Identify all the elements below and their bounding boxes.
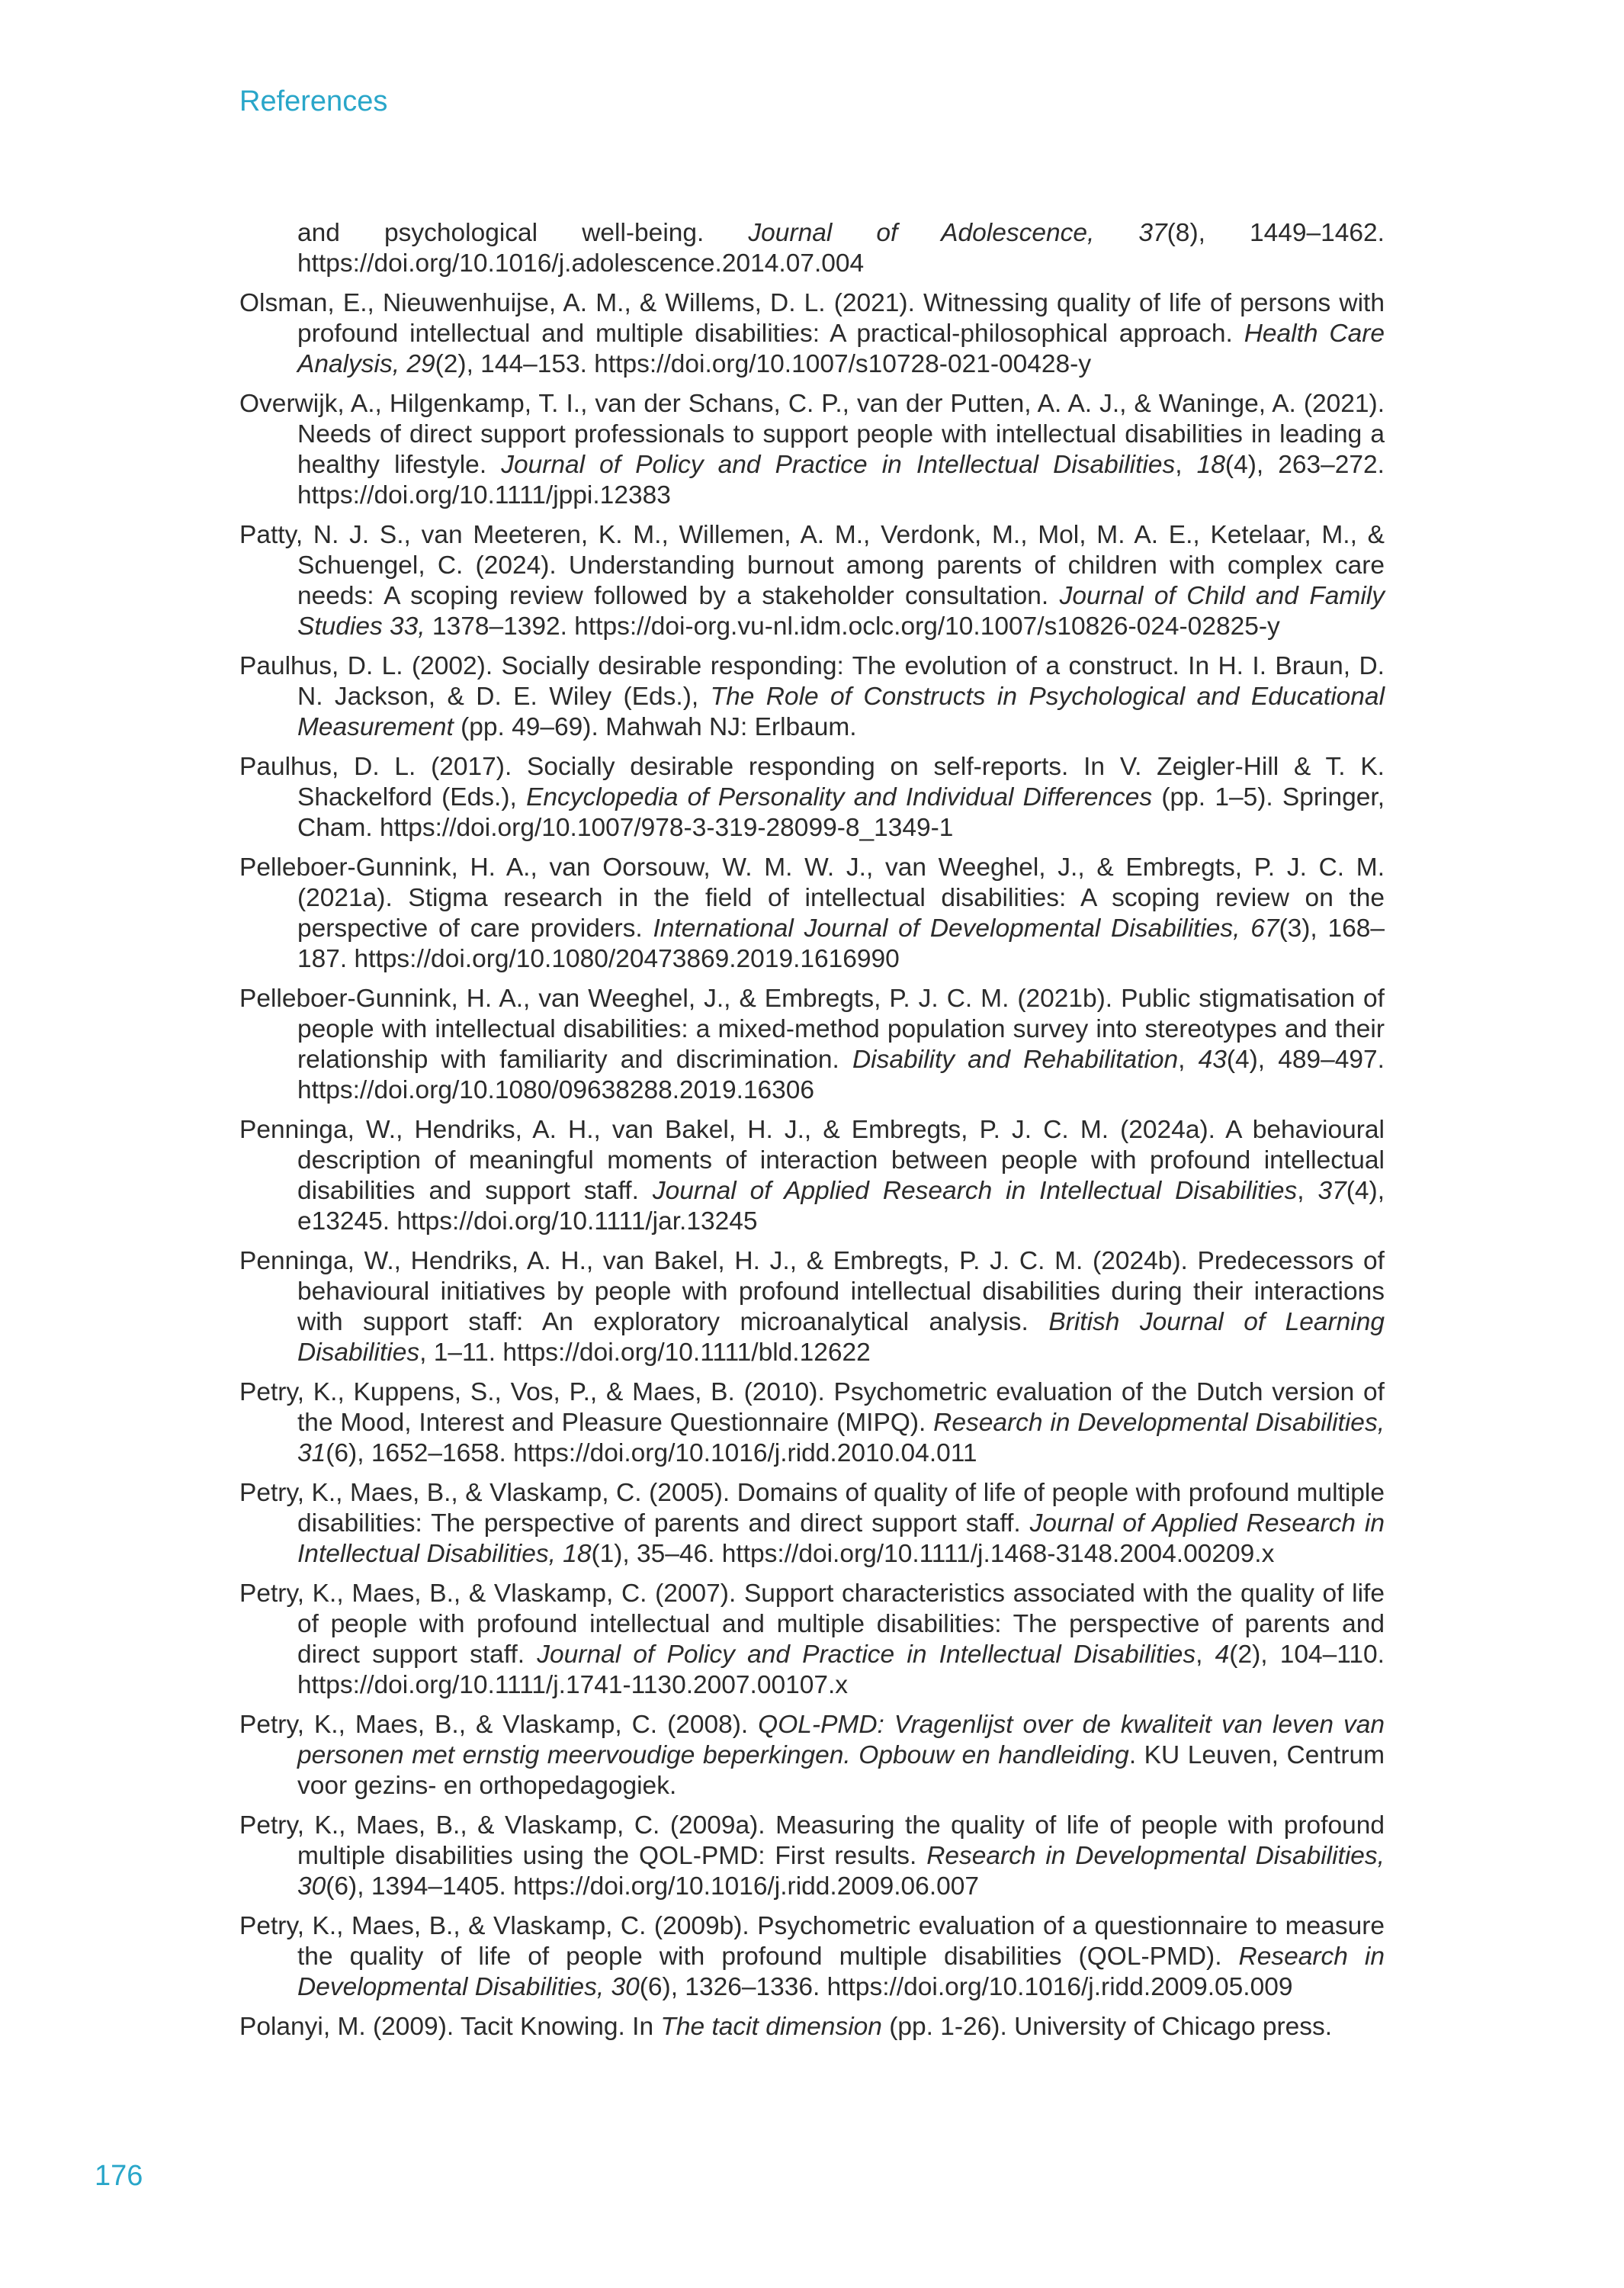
reference-text: Penninga, W., Hendriks, A. H., van Bakel, H. J., & Embregts, P. J. C. M. (2024a). A behavioural description of meaningful moments of interaction between people with profound intellectual disabilities and support staff. (239, 1116, 1385, 1205)
reference-text: (6), 1652–1658. https://doi.org/10.1016/j.ridd.2010.04.011 (326, 1439, 977, 1467)
reference-text: Polanyi, M. (2009). Tacit Knowing. In (239, 2013, 661, 2041)
reference-entry (239, 520, 1385, 642)
reference-text: (pp. 1-26). University of Chicago press. (881, 2013, 1333, 2041)
reference-entry (239, 1710, 1385, 1801)
running-header: References (239, 85, 388, 117)
reference-italic-text: Research in Developmental Disabilities, 30 (297, 1943, 1385, 2001)
reference-entry (239, 1811, 1385, 1902)
reference-italic-text: Research in Developmental Disabilities, 30 (297, 1842, 1385, 1901)
reference-entry (239, 651, 1385, 743)
reference-italic-text: Disability and Rehabilitation (852, 1046, 1179, 1074)
reference-text: Paulhus, D. L. (2002). Socially desirable responding: The evolution of a construct. In H. I. Braun, D. N. Jackson, & D. E. Wiley (Eds.), (239, 652, 1385, 711)
reference-italic-text: Journal of Policy and Practice in Intellectual Disabilities (501, 451, 1176, 479)
reference-text: Petry, K., Maes, B., & Vlaskamp, C. (2005). Domains of quality of life of people with profound multiple disabilities: The perspective of parents and direct support staff. (239, 1479, 1385, 1538)
reference-text: Petry, K., Maes, B., & Vlaskamp, C. (2007). Support characteristics associated with the quality of life of people with profound intellectual and multiple disabilities: The perspective of parents and direct support staff. (239, 1579, 1385, 1669)
reference-text: , (1178, 1046, 1199, 1074)
reference-italic-text: 43 (1198, 1046, 1227, 1074)
reference-italic-text: Journal of Adolescence, 37 (748, 219, 1167, 247)
reference-text: (2), 144–153. https://doi.org/10.1007/s10728-021-00428-y (435, 350, 1092, 378)
reference-text: , (1297, 1177, 1318, 1205)
reference-entry (239, 752, 1385, 844)
page-number: 176 (95, 2160, 143, 2192)
reference-text: (3), 168–187. https://doi.org/10.1080/20473869.2019.1616990 (297, 914, 1385, 973)
reference-text: , 1–11. https://doi.org/10.1111/bld.12622 (419, 1338, 871, 1367)
reference-text: and psychological well-being. (297, 219, 749, 247)
reference-entry (239, 1478, 1385, 1570)
reference-italic-text: The tacit dimension (660, 2013, 882, 2041)
reference-text: (6), 1326–1336. https://doi.org/10.1016/j.ridd.2009.05.009 (639, 1973, 1293, 2001)
reference-entry (239, 2012, 1385, 2042)
reference-italic-text: Journal of Applied Research in Intellectual Disabilities, 18 (297, 1509, 1385, 1568)
reference-entry (239, 1115, 1385, 1237)
reference-text: Penninga, W., Hendriks, A. H., van Bakel, H. J., & Embregts, P. J. C. M. (2024b). Predecessors of behavioural initiatives by people with profound intellectual disabilities during their interactions with support staff: An exploratory microanalytical analysis. (239, 1247, 1385, 1336)
reference-text: Pelleboer-Gunnink, H. A., van Oorsouw, W. M. W. J., van Weeghel, J., & Embregts, P. J. C. M. (2021a). Stigma research in the field of intellectual disabilities: A scoping review on the perspective of care providers. (239, 853, 1385, 943)
reference-italic-text: 4 (1215, 1640, 1230, 1669)
reference-text: Patty, N. J. S., van Meeteren, K. M., Willemen, A. M., Verdonk, M., Mol, M. A. E., Ketelaar, M., & Schuengel, C. (2024). Understanding burnout among parents of children with complex care needs: A scoping review followed by a stakeholder consultation. (239, 521, 1385, 610)
reference-text: (1), 35–46. https://doi.org/10.1111/j.1468-3148.2004.00209.x (591, 1540, 1275, 1568)
reference-italic-text: Encyclopedia of Personality and Individual Differences (526, 783, 1153, 811)
reference-entry (239, 984, 1385, 1106)
reference-text: . KU Leuven, Centrum voor gezins- en orthopedagogiek. (297, 1741, 1385, 1800)
reference-text: Petry, K., Maes, B., & Vlaskamp, C. (2009b). Psychometric evaluation of a questionnaire to measure the quality of life of people with profound multiple disabilities (QOL-PMD). (239, 1912, 1385, 1971)
reference-italic-text: The Role of Constructs in Psychological and Educational Measurement (297, 683, 1385, 741)
reference-text: (8), 1449–1462. https://doi.org/10.1016/j.adolescence.2014.07.004 (297, 219, 1385, 278)
reference-text: (6), 1394–1405. https://doi.org/10.1016/j.ridd.2009.06.007 (326, 1872, 980, 1901)
reference-list (239, 218, 1385, 2052)
reference-text: (pp. 1–5). Springer, Cham. https://doi.org/10.1007/978-3-319-28099-8_1349-1 (297, 783, 1385, 842)
reference-italic-text: Research in Developmental Disabilities, 31 (297, 1409, 1385, 1467)
reference-text: (pp. 49–69). Mahwah NJ: Erlbaum. (453, 713, 857, 741)
reference-text: , (1175, 451, 1197, 479)
reference-text: Olsman, E., Nieuwenhuijse, A. M., & Willems, D. L. (2021). Witnessing quality of life of persons with profound intellectual and multiple disabilities: A practical-philosophical approach. (239, 289, 1385, 348)
reference-text: Petry, K., Kuppens, S., Vos, P., & Maes, B. (2010). Psychometric evaluation of the Dutch version of the Mood, Interest and Pleasure Questionnaire (MIPQ). (239, 1378, 1385, 1437)
reference-italic-text: Health Care Analysis, 29 (297, 320, 1385, 378)
reference-text: Petry, K., Maes, B., & Vlaskamp, C. (2008). (239, 1711, 759, 1739)
reference-italic-text: QOL-PMD: Vragenlijst over de kwaliteit van leven van personen met ernstig meervoudige beperkingen. Opbouw en handleiding (297, 1711, 1385, 1769)
reference-entry (239, 218, 1385, 279)
reference-italic-text: 37 (1317, 1177, 1346, 1205)
reference-text: (4), 489–497. https://doi.org/10.1080/09638288.2019.16306 (297, 1046, 1385, 1104)
reference-entry (239, 389, 1385, 511)
reference-entry (239, 288, 1385, 380)
reference-text: Paulhus, D. L. (2017). Socially desirable responding on self-reports. In V. Zeigler-Hill & T. K. Shackelford (Eds.), (239, 753, 1385, 811)
reference-text: Petry, K., Maes, B., & Vlaskamp, C. (2009a). Measuring the quality of life of people with profound multiple disabilities using the QOL-PMD: First results. (239, 1811, 1385, 1870)
reference-text: (2), 104–110. https://doi.org/10.1111/j.1741-1130.2007.00107.x (297, 1640, 1385, 1699)
reference-entry (239, 853, 1385, 975)
reference-entry (239, 1579, 1385, 1701)
reference-text: , (1196, 1640, 1215, 1669)
reference-italic-text: Journal of Applied Research in Intellectual Disabilities (652, 1177, 1298, 1205)
reference-text: Pelleboer-Gunnink, H. A., van Weeghel, J., & Embregts, P. J. C. M. (2021b). Public stigmatisation of people with intellectual disabilities: a mixed-method population survey into stereotypes and their relationship with familiarity and discrimination. (239, 985, 1385, 1074)
reference-italic-text: Journal of Policy and Practice in Intellectual Disabilities (537, 1640, 1196, 1669)
reference-text: (4), 263–272. https://doi.org/10.1111/jppi.12383 (297, 451, 1385, 509)
reference-italic-text: 18 (1196, 451, 1225, 479)
reference-text: (4), e13245. https://doi.org/10.1111/jar.13245 (297, 1177, 1385, 1236)
reference-text: 1378–1392. https://doi-org.vu-nl.idm.oclc.org/10.1007/s10826-024-02825-y (425, 612, 1280, 641)
reference-italic-text: Journal of Child and Family Studies 33, (297, 582, 1385, 641)
reference-text: Overwijk, A., Hilgenkamp, T. I., van der Schans, C. P., van der Putten, A. A. J., & Waninge, A. (2021). Needs of direct support professionals to support people with intellectual disabilities in leading a healthy lifestyle. (239, 390, 1385, 479)
reference-entry (239, 1911, 1385, 2003)
reference-italic-text: International Journal of Developmental Disabilities, 67 (653, 914, 1279, 943)
reference-entry (239, 1246, 1385, 1368)
reference-italic-text: British Journal of Learning Disabilities (297, 1308, 1385, 1367)
reference-entry (239, 1377, 1385, 1469)
